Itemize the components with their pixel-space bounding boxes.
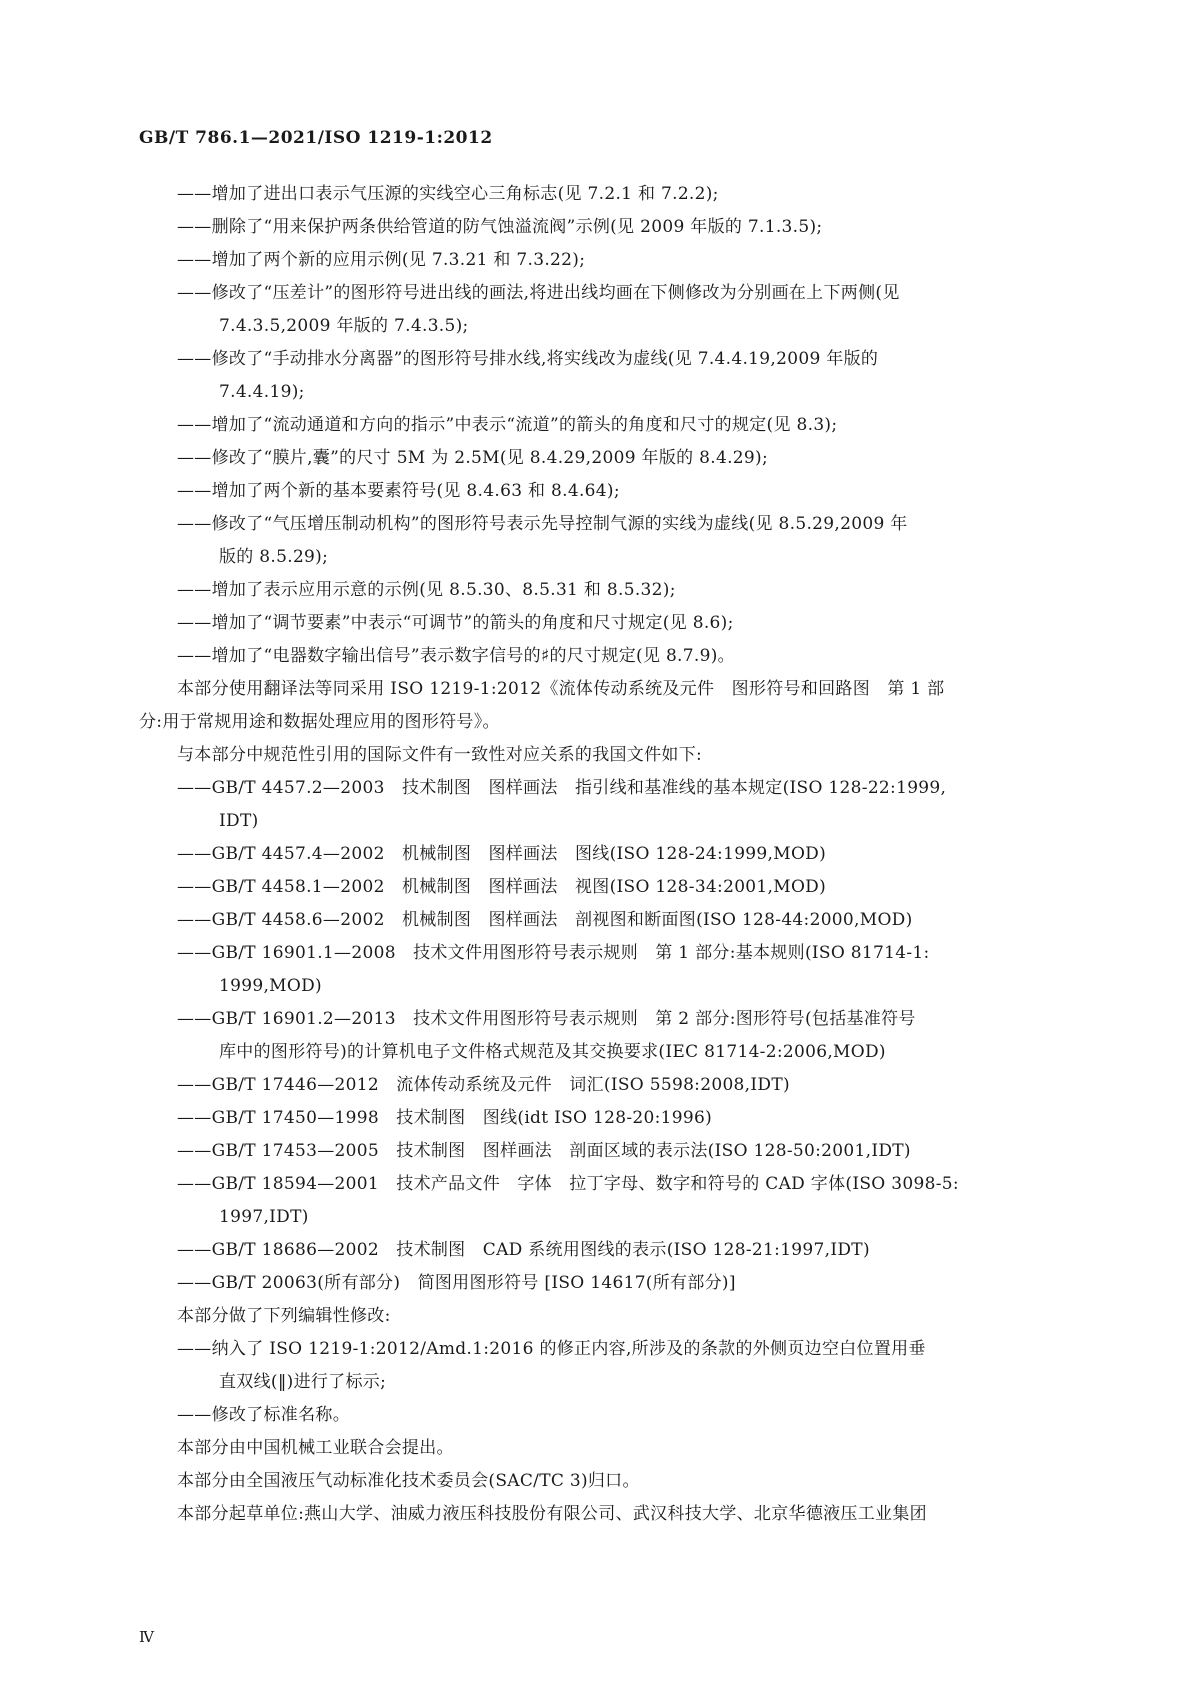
paragraph-line: 本部分使用翻译法等同采用 ISO 1219-1:2012《流体传动系统及元件 图形符号和回路图 第 1 部 (177, 679, 945, 699)
list-item: ——GB/T 17453—2005 技术制图 图样画法 剖面区域的表示法(ISO 128-50:2001,IDT) (177, 1141, 911, 1161)
paragraph-line: 分:用于常规用途和数据处理应用的图形符号》。 (139, 712, 500, 732)
list-item-continuation: 直双线(‖)进行了标示; (219, 1372, 387, 1392)
page-number: Ⅳ (139, 1628, 154, 1646)
list-item: ——修改了“手动排水分离器”的图形符号排水线,将实线改为虚线(见 7.4.4.19,2009 年版的 (177, 349, 879, 369)
list-item-continuation: 版的 8.5.29); (219, 547, 329, 567)
list-item: ——修改了“压差计”的图形符号进出线的画法,将进出线均画在下侧修改为分别画在上下两侧(见 (177, 283, 900, 303)
list-item: ——GB/T 17450—1998 技术制图 图线(idt ISO 128-20:1996) (177, 1108, 713, 1128)
list-item-continuation: 1999,MOD) (219, 976, 322, 996)
list-item-continuation: 7.4.4.19); (219, 382, 305, 402)
list-item: ——GB/T 18594—2001 技术产品文件 字体 拉丁字母、数字和符号的 CAD 字体(ISO 3098-5: (177, 1174, 959, 1194)
list-item: ——修改了“膜片,囊”的尺寸 5M 为 2.5M(见 8.4.29,2009 年版的 8.4.29); (177, 448, 768, 468)
paragraph-line: 本部分由全国液压气动标准化技术委员会(SAC/TC 3)归口。 (177, 1471, 640, 1491)
list-item: ——GB/T 4457.4—2002 机械制图 图样画法 图线(ISO 128-24:1999,MOD) (177, 844, 827, 864)
list-item: ——增加了进出口表示气压源的实线空心三角标志(见 7.2.1 和 7.2.2); (177, 184, 719, 204)
list-item: ——GB/T 16901.1—2008 技术文件用图形符号表示规则 第 1 部分:基本规则(ISO 81714-1: (177, 943, 930, 963)
list-item: ——纳入了 ISO 1219-1:2012/Amd.1:2016 的修正内容,所涉及的条款的外侧页边空白位置用垂 (177, 1339, 926, 1359)
list-item: ——增加了两个新的基本要素符号(见 8.4.63 和 8.4.64); (177, 481, 620, 501)
list-item: ——修改了标准名称。 (177, 1405, 350, 1425)
list-item: ——增加了“调节要素”中表示“可调节”的箭头的角度和尺寸规定(见 8.6); (177, 613, 734, 633)
list-item: ——GB/T 16901.2—2013 技术文件用图形符号表示规则 第 2 部分:图形符号(包括基准符号 (177, 1009, 916, 1029)
list-item-continuation: 7.4.3.5,2009 年版的 7.4.3.5); (219, 316, 469, 336)
document-body (139, 178, 1059, 1531)
paragraph-line: 与本部分中规范性引用的国际文件有一致性对应关系的我国文件如下: (177, 745, 703, 765)
list-item: ——GB/T 18686—2002 技术制图 CAD 系统用图线的表示(ISO 128-21:1997,IDT) (177, 1240, 870, 1260)
list-item: ——GB/T 20063(所有部分) 简图用图形符号 [ISO 14617(所有部分)] (177, 1273, 736, 1293)
list-item: ——删除了“用来保护两条供给管道的防气蚀溢流阀”示例(见 2009 年版的 7.1.3.5); (177, 217, 823, 237)
paragraph-line: 本部分起草单位:燕山大学、油威力液压科技股份有限公司、武汉科技大学、北京华德液压工业集团 (177, 1504, 927, 1524)
paragraph-line: 本部分做了下列编辑性修改: (177, 1306, 391, 1326)
list-item: ——增加了“流动通道和方向的指示”中表示“流道”的箭头的角度和尺寸的规定(见 8.3); (177, 415, 838, 435)
list-item: ——GB/T 17446—2012 流体传动系统及元件 词汇(ISO 5598:2008,IDT) (177, 1075, 790, 1095)
list-item: ——增加了“电器数字输出信号”表示数字信号的♯的尺寸规定(见 8.7.9)。 (177, 646, 735, 666)
list-item-continuation: 库中的图形符号)的计算机电子文件格式规范及其交换要求(IEC 81714-2:2006,MOD) (219, 1042, 886, 1062)
list-item: ——增加了表示应用示意的示例(见 8.5.30、8.5.31 和 8.5.32); (177, 580, 676, 600)
list-item: ——GB/T 4458.6—2002 机械制图 图样画法 剖视图和断面图(ISO 128-44:2000,MOD) (177, 910, 913, 930)
list-item-continuation: IDT) (219, 811, 259, 831)
list-item: ——增加了两个新的应用示例(见 7.3.21 和 7.3.22); (177, 250, 586, 270)
paragraph-line: 本部分由中国机械工业联合会提出。 (177, 1438, 454, 1458)
list-item-continuation: 1997,IDT) (219, 1207, 309, 1227)
list-item: ——修改了“气压增压制动机构”的图形符号表示先导控制气源的实线为虚线(见 8.5.29,2009 年 (177, 514, 908, 534)
document-header: GB/T 786.1—2021/ISO 1219-1:2012 (139, 128, 493, 148)
list-item: ——GB/T 4458.1—2002 机械制图 图样画法 视图(ISO 128-34:2001,MOD) (177, 877, 827, 897)
list-item: ——GB/T 4457.2—2003 技术制图 图样画法 指引线和基准线的基本规定(ISO 128-22:1999, (177, 778, 947, 798)
